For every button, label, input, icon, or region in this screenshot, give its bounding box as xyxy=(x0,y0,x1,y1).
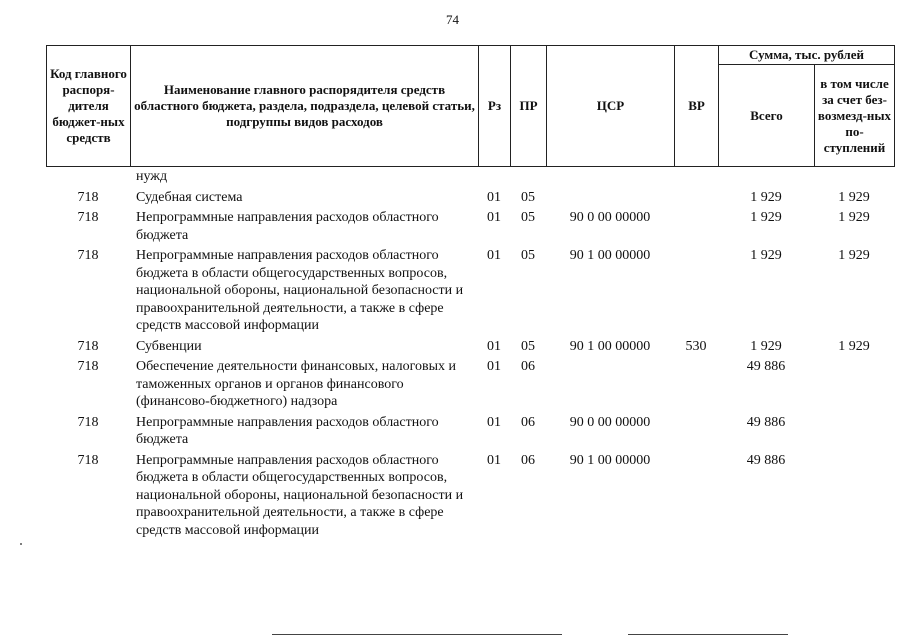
cell-total: 49 886 xyxy=(746,452,786,468)
cell-pr: 05 xyxy=(521,189,535,205)
header-sum: Сумма, тыс. рублей xyxy=(719,46,895,65)
table-row xyxy=(46,168,894,186)
header-pr: ПР xyxy=(511,46,547,167)
cell-code: 718 xyxy=(77,189,99,205)
cell-code: 718 xyxy=(77,210,99,225)
header-total: Всего xyxy=(719,65,815,167)
cell-rz: 01 xyxy=(487,189,501,205)
cell-code: 718 xyxy=(77,338,99,354)
cell-rz: 01 xyxy=(487,414,501,430)
footer-line-right xyxy=(628,634,788,635)
cell-vr xyxy=(674,244,718,335)
table-row xyxy=(46,335,894,356)
cell-name: Непрограммные направления расходов областного бюджета в области общегосударственных вопросов, национальной обороны, национальной безопасности и правоохранительной деятельности, а также в сфере средств массовой информации xyxy=(136,452,464,538)
cell-gift xyxy=(814,449,894,540)
cell-name: Обеспечение деятельности финансовых, налоговых и таможенных органов и органов финансового (финансово-бюджетного) надзора xyxy=(136,359,456,409)
cell-vr xyxy=(674,186,718,207)
header-rz: Рз xyxy=(479,46,511,167)
cell-csr: 90 0 00 00000 xyxy=(569,210,651,225)
cell-total: 49 886 xyxy=(746,359,786,374)
cell-gift: 1 929 xyxy=(838,189,870,205)
cell-vr: 530 xyxy=(685,338,707,354)
header-code: Код главного распоря-дителя бюджет-ных средств xyxy=(47,46,131,167)
table-row xyxy=(46,449,894,540)
header-name: Наименование главного распорядителя средств областного бюджета, раздела, подраздела, целевой статьи, подгруппы видов расходов xyxy=(131,46,479,167)
cell-name: нужд xyxy=(136,169,168,184)
table-header xyxy=(46,45,895,167)
cell-name: Судебная система xyxy=(136,189,243,205)
cell-pr: 06 xyxy=(521,359,535,374)
cell-pr: 06 xyxy=(521,452,535,468)
cell-code: 718 xyxy=(77,414,99,430)
cell-name: Непрограммные направления расходов областного бюджета xyxy=(136,210,439,243)
cell-rz: 01 xyxy=(487,210,501,225)
cell-total: 49 886 xyxy=(746,414,786,430)
cell-rz xyxy=(478,168,510,186)
cell-code xyxy=(46,168,130,186)
cell-csr: 90 1 00 00000 xyxy=(569,338,651,354)
cell-total: 1 929 xyxy=(750,189,782,205)
cell-code: 718 xyxy=(77,359,99,374)
scan-speck xyxy=(20,543,22,545)
cell-total: 1 929 xyxy=(750,210,782,225)
cell-pr: 05 xyxy=(521,338,535,354)
header-csr: ЦСР xyxy=(547,46,675,167)
cell-name: Субвенции xyxy=(136,338,202,354)
cell-gift: 1 929 xyxy=(838,210,870,225)
page-number: 74 xyxy=(446,12,459,27)
cell-gift: 1 929 xyxy=(838,338,870,354)
cell-csr: 90 1 00 00000 xyxy=(569,452,651,468)
cell-vr xyxy=(674,449,718,540)
cell-total: 1 929 xyxy=(750,338,782,354)
cell-code: 718 xyxy=(77,248,99,263)
cell-pr xyxy=(510,168,546,186)
cell-pr: 05 xyxy=(521,248,535,263)
cell-csr: 90 0 00 00000 xyxy=(569,414,651,430)
header-gift: в том числе за счет без-возмезд-ных по-ступлений xyxy=(815,65,895,167)
cell-csr xyxy=(546,186,674,207)
cell-rz: 01 xyxy=(487,338,501,354)
cell-total xyxy=(718,168,814,186)
cell-name: Непрограммные направления расходов областного бюджета в области общегосударственных вопросов, национальной обороны, национальной безопасности и правоохранительной деятельности, а также в сфере средств массовой информации xyxy=(136,248,464,333)
cell-pr: 06 xyxy=(521,414,535,430)
table-row xyxy=(46,186,894,207)
cell-csr xyxy=(546,168,674,186)
cell-rz: 01 xyxy=(487,248,501,263)
table-row xyxy=(46,244,894,335)
cell-vr xyxy=(674,355,718,411)
budget-table xyxy=(46,168,894,539)
table-row xyxy=(46,206,894,244)
cell-vr xyxy=(674,206,718,244)
cell-csr: 90 1 00 00000 xyxy=(569,248,651,263)
table-row xyxy=(46,411,894,449)
cell-rz: 01 xyxy=(487,452,501,468)
cell-rz: 01 xyxy=(487,359,501,374)
cell-gift xyxy=(814,355,894,411)
cell-vr xyxy=(674,168,718,186)
header-vr: ВР xyxy=(675,46,719,167)
cell-name: Непрограммные направления расходов областного бюджета xyxy=(136,414,439,447)
footer-line xyxy=(272,634,562,635)
cell-total: 1 929 xyxy=(750,248,782,263)
cell-csr xyxy=(546,355,674,411)
cell-code: 718 xyxy=(77,452,99,468)
cell-gift xyxy=(814,411,894,449)
cell-vr xyxy=(674,411,718,449)
cell-pr: 05 xyxy=(521,210,535,225)
cell-gift: 1 929 xyxy=(838,248,870,263)
cell-gift xyxy=(814,168,894,186)
table-row xyxy=(46,355,894,411)
